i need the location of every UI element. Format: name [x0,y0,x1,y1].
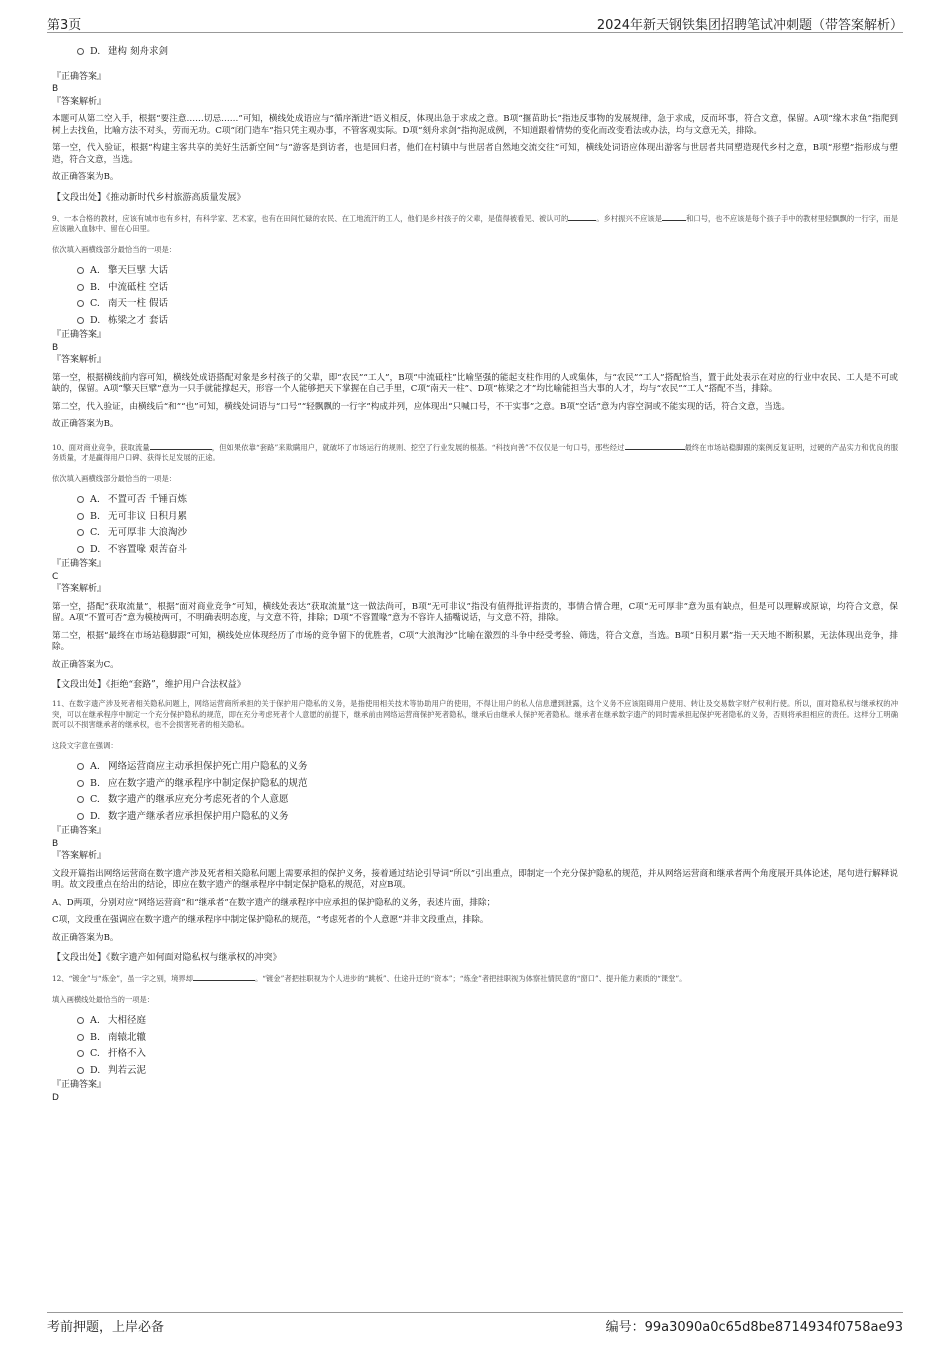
correct-answer-label: 『正确答案』 [52,559,107,569]
source-citation: 【文段出处】《推动新时代乡村旅游高质量发展》 [52,192,246,203]
analysis-paragraph: 故正确答案为B。 [52,172,119,182]
analysis-label: 『答案解析』 [52,851,107,861]
correct-answer-label: 『正确答案』 [52,826,107,836]
option-b[interactable]: B. 应在数字遗产的继承程序中制定保护隐私的规范 [52,776,898,793]
page-number: 第3页 [47,18,82,33]
radio-icon[interactable] [77,513,84,520]
option-a[interactable]: A. 大相径庭 [52,1013,898,1030]
document-title: 2024年新天钢铁集团招聘笔试冲刺题（带答案解析） [596,18,903,33]
analysis-paragraph: 本题可从第二空入手，根据“要注意……切忌……”可知，横线处成语应与“循序渐进”语义相反，体现出急于求成之意。B项“揠苗助长”指违反事物的发展规律，急于求成，反而坏事，符合文意，保留。A项“缘木求鱼”指爬到树上去找鱼，比喻方法不对头，劳而无功。C项“闭门造车”指只凭主观办事，不管客观实际。D项“刻舟求剑”指拘泥成例，不知道跟着情势的变化而改变看法或办法，均与文意无关，排除。 [52,114,898,136]
radio-icon[interactable] [77,300,84,307]
document-code: 编号：99a3090a0c65d8be8714934f0758ae93 [605,1320,903,1335]
analysis-paragraph: 第一空，代入验证，根据“构建主客共享的美好生活新空间”与“游客是到访者，也是回归者，他们在村镇中与世居者自然地交流交往”可知，横线处词语应体现出游客与世居者共同塑造现代乡村之意，B项“形塑”指形成与塑造，符合文意，当选。 [52,143,898,165]
source-citation: 【文段出处】《拒绝“套路”，维护用户合法权益》 [52,680,246,690]
radio-icon[interactable] [77,1034,84,1041]
option-d[interactable]: D. 栋梁之才 套话 [52,313,898,330]
option-c[interactable]: C. 扞格不入 [52,1046,898,1063]
option-b[interactable]: B. 无可非议 日积月累 [52,509,898,526]
correct-answer-label: 『正确答案』 [52,330,107,340]
correct-answer: B [52,84,59,94]
correct-answer-label: 『正确答案』 [52,71,107,82]
radio-icon[interactable] [77,1067,84,1074]
radio-icon[interactable] [77,546,84,553]
radio-icon[interactable] [77,496,84,503]
question-prompt: 填入画横线处最恰当的一项是： [52,994,155,1004]
radio-icon[interactable] [77,796,84,803]
correct-answer: B [52,342,59,353]
option-a[interactable]: A. 网络运营商应主动承担保护死亡用户隐私的义务 [52,759,898,776]
option-c[interactable]: C. 无可厚非 大浪淘沙 [52,525,898,542]
analysis-paragraph: 故正确答案为C。 [52,659,119,670]
analysis-label: 『答案解析』 [52,584,107,594]
radio-icon[interactable] [77,317,84,324]
analysis-paragraph: C项，文段重在强调应在数字遗产的继承程序中制定保护隐私的规范，“考虑死者的个人意愿”并非文段重点，排除。 [52,915,489,925]
option-b[interactable]: B. 中流砥柱 空话 [52,280,898,297]
question-stem: 9、一本合格的教材，应该有城市也有乡村，有科学家、艺术家，也有在田间忙碌的农民、在工地流汗的工人，他们是乡村孩子的父辈，是值得被看见、被认可的 。乡村振兴不应该是 和口号，也不应该是每个孩子手中的教材里轻飘飘的一行字，而是应该融入血脉中、留在心田里。 [52,213,899,233]
radio-icon[interactable] [77,48,84,55]
correct-answer-label: 『正确答案』 [52,1080,107,1090]
page-content [52,44,898,1104]
option-a[interactable]: A. 擎天巨擘 大话 [52,263,898,280]
page-footer [47,1312,903,1335]
correct-answer: D [52,1092,59,1103]
analysis-paragraph: 第一空，搭配“获取流量”，根据“面对商业竞争”可知，横线处表达“获取流量”这一做法尚可，B项“无可非议”指没有值得批评指责的，事情合情合理，C项“无可厚非”意为虽有缺点，但是可以理解或原谅，均符合文意，保留。A项“不置可否”意为模棱两可，不明确表明态度，与文意不符，排除；D项“不容置喙”意为不容许人插嘴说话，与文意不符，排除。 [52,601,898,623]
analysis-paragraph: 故正确答案为B。 [52,932,119,943]
analysis-paragraph: 第二空，根据“最终在市场站稳脚跟”可知，横线处应体现经历了市场的竞争留下的优胜者，C项“大浪淘沙”比喻在激烈的斗争中经受考验、筛选，符合文意，当选。B项“日积月累”指一天天地不断积累，无法体现出竞争，排除。 [52,630,898,652]
analysis-paragraph: A、D两项，分别对应“网络运营商”和“继承者”在数字遗产的继承程序中应承担的保护隐私的义务，表述片面，排除； [52,897,496,908]
question-prompt: 这段文字意在强调： [52,740,118,750]
option-d[interactable]: D. 判若云泥 [52,1063,898,1080]
correct-answer: C [52,571,59,582]
analysis-label: 『答案解析』 [52,355,107,365]
option-c[interactable]: C. 数字遗产的继承应充分考虑死者的个人意愿 [52,792,898,809]
option-b[interactable]: B. 南辕北辙 [52,1030,898,1047]
question-stem: 12、“镀金”与“炼金”，虽一字之别，境界却 。“镀金”者把挂职视为个人进步的“跳板”、仕途升迁的“资本”；“炼金”者把挂职视为体察社情民意的“窗口”、提升能力素质的“课堂”。 [52,974,687,983]
option-d[interactable]: D. 不容置喙 艰苦奋斗 [52,542,898,559]
footer-slogan: 考前押题，上岸必备 [47,1320,165,1335]
question-stem: 11、在数字遗产涉及死者相关隐私问题上，网络运营商所承担的关于保护用户隐私的义务，是指使用相关技术等协助用户的使用，不得让用户的私人信息遭到泄露，这个义务不应该阻碍用户使用、转让及交易数字财产权利行使。所以，面对隐私权与继承权的冲突，可以在继承程序中制定一个充分保护隐私的规范，即在充分考虑死者个人意愿的前提下，继承前由网络运营商保护死者隐私，继承后由继承人保护死者隐私。继承者在继承数字遗产的同时需承担起保护死者隐私的义务，否则将承担相应的责任。这样分工明确既可以不损害继承者的继承权，也不会损害死者的相关隐私。 [52,699,898,729]
radio-icon[interactable] [77,1017,84,1024]
analysis-paragraph: 第二空，代入验证，由横线后“和”“也”可知，横线处词语与“口号”“轻飘飘的一行字”构成并列，应体现出“只喊口号，不干实事”之意。B项“空话”意为内容空洞或不能实现的话，符合文意，当选。 [52,401,790,412]
radio-icon[interactable] [77,1050,84,1057]
analysis-label: 『答案解析』 [52,96,107,107]
radio-icon[interactable] [77,813,84,820]
option-d[interactable]: D. 数字遗产继承者应承担保护用户隐私的义务 [52,809,898,826]
radio-icon[interactable] [77,780,84,787]
page-header [47,14,903,33]
q8-option-d[interactable]: D. 建构 刻舟求剑 [52,44,898,61]
option-c[interactable]: C. 南天一柱 假话 [52,296,898,313]
radio-icon[interactable] [77,763,84,770]
question-prompt: 依次填入画横线部分最恰当的一项是： [52,244,177,254]
radio-icon[interactable] [77,267,84,274]
source-citation: 【文段出处】《数字遗产如何面对隐私权与继承权的冲突》 [52,953,282,963]
radio-icon[interactable] [77,529,84,536]
analysis-paragraph: 故正确答案为B。 [52,419,119,429]
question-stem: 10、面对商业竞争，获取流量 ，但如果依靠“套路”来欺瞒用户，就破坏了市场运行的规则、挖空了行业发展的根基。“科技向善”不仅仅是一句口号，那些经过 最终在市场站稳脚跟的案例反复证明，过硬的产品实力和优良的服务质量，才是赢得用户口碑、获得长足发展的正途。 [52,442,898,462]
question-prompt: 依次填入画横线部分最恰当的一项是： [52,473,177,483]
analysis-paragraph: 文段开篇指出网络运营商在数字遗产涉及死者相关隐私问题上需要承担的保护义务，接着通过结论引导词“所以”引出重点，即制定一个充分保护隐私的规范，并从网络运营商和继承者两个角度展开具体论述，尾句进行解释说明。故文段重点在给出的结论，即应在数字遗产的继承程序中制定保护隐私的规范，对应B项。 [52,868,898,890]
radio-icon[interactable] [77,284,84,291]
analysis-paragraph: 第一空，根据横线前内容可知，横线处成语搭配对象是乡村孩子的父辈，即“农民”“工人”，B项“中流砥柱”比喻坚强的能起支柱作用的人或集体，与“农民”“工人”搭配恰当，置于此处表示在对应的行业中农民、工人是不可或缺的，保留。A项“擎天巨擘”意为一只手就能撑起天，形容一个人能够把天下掌握在自己手里，C项“南天一柱”、D项“栋梁之才”均比喻能担当大事的人才，均与“农民”“工人”搭配不当，排除。 [52,372,898,394]
correct-answer: B [52,838,59,849]
option-a[interactable]: A. 不置可否 千锤百炼 [52,492,898,509]
